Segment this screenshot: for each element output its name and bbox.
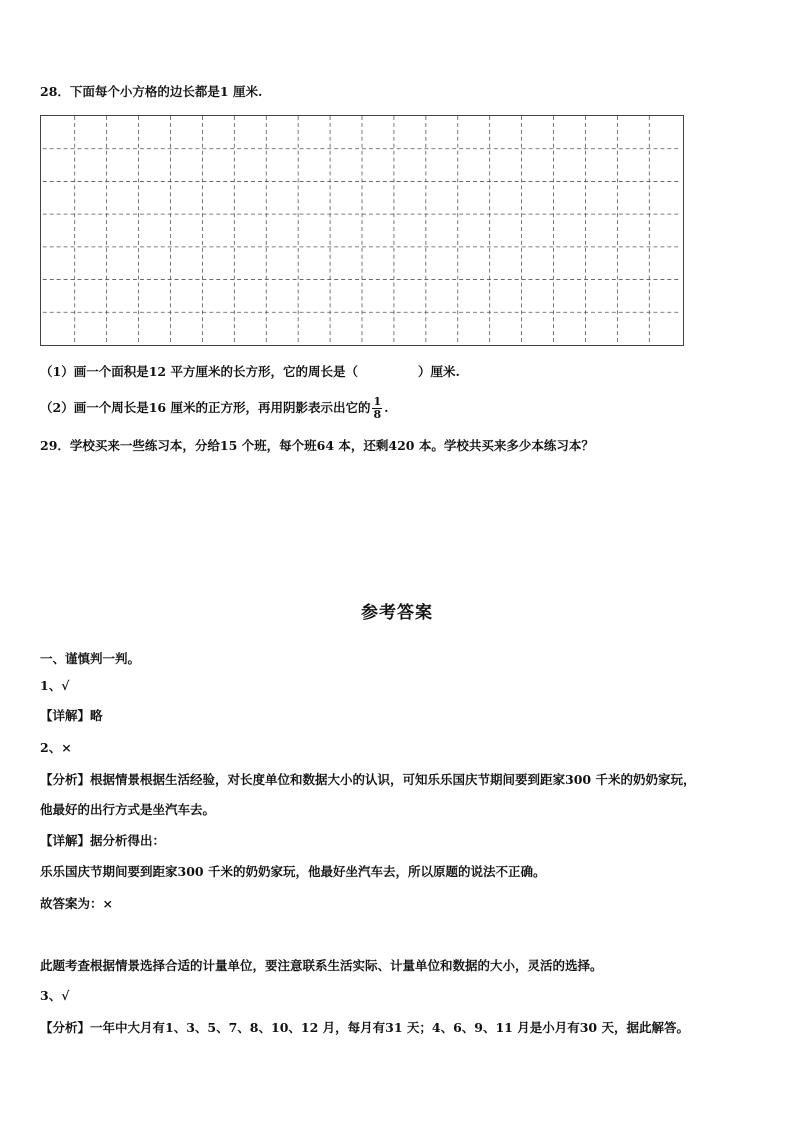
fraction-one-eighth — [372, 396, 382, 421]
answer-2-final: 故答案为：× — [40, 896, 113, 911]
part-1-text: （1）画一个面积是12 平方厘米的长方形，它的周长是（ — [40, 364, 358, 379]
analysis-tag: 【分析】 — [40, 1020, 91, 1035]
question-29: 29．学校买来一些练习本，分给15 个班，每个班64 本，还剩420 本。学校共买来多少本练习本？ — [40, 438, 594, 453]
answer-2-analysis-continued: 他最好的出行方式是坐汽车去。 — [40, 802, 216, 817]
answer-2-detail-continued: 乐乐国庆节期间要到距家300 千米的奶奶家玩，他最好坐汽车去，所以原题的说法不正确。 — [40, 864, 546, 879]
answer-3: 3、√ — [40, 988, 70, 1003]
part-1-unit: ）厘米. — [417, 364, 460, 379]
detail-tag: 【详解】 — [40, 833, 91, 848]
answer-2-analysis — [40, 772, 695, 788]
answer-2: 2、× — [40, 740, 72, 755]
analysis-text: 一年中大月有1、3、5、7、8、10、12 月，每月有31 天；4、6、9、11 月是小月有30 天，据此解答。 — [90, 1020, 689, 1035]
analysis-text: 根据情景根据生活经验，对长度单位和数据大小的认识，可知乐乐国庆节期间要到距家300 千米的奶奶家玩， — [90, 772, 696, 787]
square-grid — [40, 115, 684, 346]
section-1-heading: 一、谨慎判一判。 — [40, 651, 141, 666]
detail-text: 据分析得出： — [90, 833, 166, 848]
question-28-part-1 — [40, 364, 460, 380]
answer-3-analysis — [40, 1020, 689, 1036]
question-28-heading: 28．下面每个小方格的边长都是1 厘米. — [40, 84, 263, 99]
detail-text: 略 — [90, 708, 103, 723]
part-2-end: . — [384, 400, 389, 415]
answer-2-note: 此题考查根据情景选择合适的计量单位，要注意联系生活实际、计量单位和数据的大小，灵活的选择。 — [40, 958, 603, 973]
fraction-denominator: 8 — [373, 408, 382, 421]
answers-title: 参考答案 — [361, 603, 433, 623]
answer-2-detail — [40, 833, 165, 849]
part-2-text: （2）画一个周长是16 厘米的正方形，再用阴影表示出它的 — [40, 400, 371, 415]
fraction-numerator: 1 — [373, 395, 382, 408]
answer-1: 1、√ — [40, 678, 70, 693]
question-28-part-2 — [40, 396, 388, 421]
analysis-tag: 【分析】 — [40, 772, 91, 787]
detail-tag: 【详解】 — [40, 708, 91, 723]
answer-1-detail — [40, 708, 103, 724]
